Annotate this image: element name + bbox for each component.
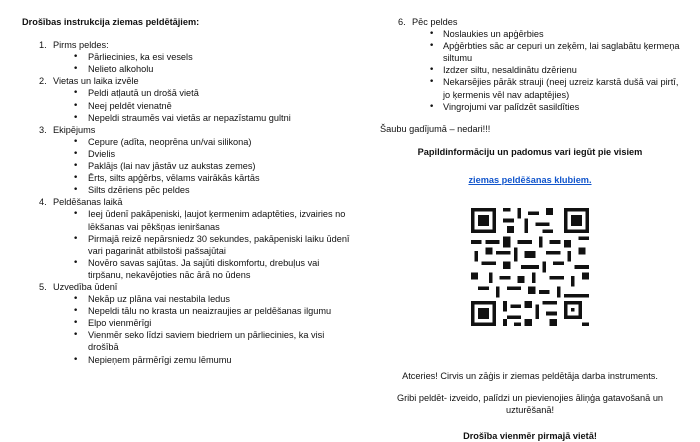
list-item: • Vienmēr seko līdzi saviem biedriem un pārliecinies, ka visi drošībā xyxy=(22,329,352,353)
list-item: • Novēro savas sajūtas. Ja sajūti diskomfortu, drebuļus vai tirpšanu, nekavējoties nāc ārā no ūdens xyxy=(22,257,352,281)
section-number: 6. xyxy=(398,17,406,27)
list-item: • Ērts, silts apģērbs, vēlams vairākās kārtās xyxy=(22,172,352,184)
qr-code-icon[interactable] xyxy=(471,208,589,326)
remember-text: Atceries! Cirvis un zāģis ir ziemas peldētāja darba instruments. xyxy=(402,371,658,381)
list-item: • Pārliecinies, ka esi vesels xyxy=(22,51,352,63)
section-label: Pirms peldes: xyxy=(53,40,109,51)
list-item: • Nelieto alkoholu xyxy=(22,63,352,75)
list-item: • Silts dzēriens pēc peldes xyxy=(22,184,352,196)
section-header xyxy=(380,16,680,28)
list-item: • Apģērbties sāc ar cepuri un zeķēm, lai saglabātu ķermeņa siltumu xyxy=(380,40,680,64)
section-number: 5. xyxy=(39,281,47,292)
section-header xyxy=(22,281,352,293)
list-item: • Nekāp uz plāna vai nestabila ledus xyxy=(22,293,352,305)
section-header xyxy=(22,75,352,87)
list-item: • Noslaukies un apģērbies xyxy=(380,28,680,40)
section-header xyxy=(22,124,352,136)
section-items xyxy=(22,208,352,281)
invite-text: Gribi peldēt- izveido, palīdzi un pievienojies āliņģa gatavošanā un uzturēšanā! xyxy=(396,393,664,416)
page-title: Drošības instrukcija ziemas peldētājiem: xyxy=(22,17,200,27)
section-label: Vietas un laika izvēle xyxy=(53,76,139,87)
list-item: • Paklājs (lai nav jāstāv uz aukstas zemes) xyxy=(22,160,352,172)
list-item: • Vingrojumi var palīdzēt sasildīties xyxy=(380,101,680,113)
info-text: Papildinformāciju un padomus vari iegūt pie visiem xyxy=(417,146,643,157)
list-item: • Dvielis xyxy=(22,148,352,160)
safety-text: Drošība vienmēr pirmajā vietā! xyxy=(463,431,597,441)
list-item: • Izdzer siltu, nesaldinātu dzērienu xyxy=(380,64,680,76)
section-label: Pēc peldes xyxy=(412,17,458,27)
list-item: • Nepieņem pārmērīgi zemu lēmumu xyxy=(22,354,352,366)
list-item: • Ieej ūdenī pakāpeniski, ļaujot ķermenim adaptēties, izvairies no lēkšanas vai pēkšņas ieniršanas xyxy=(22,208,352,232)
list-item: • Neej peldēt vienatnē xyxy=(22,100,352,112)
clubs-link[interactable]: ziemas peldēšanas klubiem. xyxy=(468,174,592,185)
left-column xyxy=(22,16,352,366)
list-item: • Elpo vienmērīgi xyxy=(22,317,352,329)
section-items xyxy=(22,293,352,366)
list-item: • Pirmajā reizē nepārsniedz 30 sekundes, pakāpeniski laiku ūdenī vari pagarināt atbilstoši pašsajūtai xyxy=(22,233,352,257)
list-item: • Peldi atļautā un drošā vietā xyxy=(22,87,352,99)
list-item: • Cepure (adīta, neoprēna un/vai silikona) xyxy=(22,136,352,148)
list-item: • Nepeldi tālu no krasta un neaizraujies ar peldēšanas ilgumu xyxy=(22,305,352,317)
list-item: • Nekarsējies pārāk strauji (neej uzreiz karstā dušā vai pirtī, jo ķermenis vēl nav adaptējies) xyxy=(380,76,680,100)
section-header xyxy=(22,39,352,51)
section-label: Peldēšanas laikā xyxy=(53,197,123,208)
section-items xyxy=(22,51,352,75)
section-items xyxy=(22,136,352,196)
right-column xyxy=(380,16,680,186)
section-items xyxy=(380,28,680,113)
wishes-text: Šaubu gadījumā – nedari!!! xyxy=(380,123,491,134)
section-number: 2. xyxy=(39,76,47,87)
section-number: 3. xyxy=(39,124,47,135)
section-number: 4. xyxy=(39,197,47,208)
list-item: • Nepeldi straumēs vai vietās ar nepazīstamu gultni xyxy=(22,112,352,124)
section-number: 1. xyxy=(39,40,47,51)
section-header xyxy=(22,196,352,208)
section-items xyxy=(22,87,352,123)
section-label: Uzvedība ūdenī xyxy=(53,281,118,292)
section-label: Ekipējums xyxy=(53,124,96,135)
sections-list xyxy=(22,39,352,366)
